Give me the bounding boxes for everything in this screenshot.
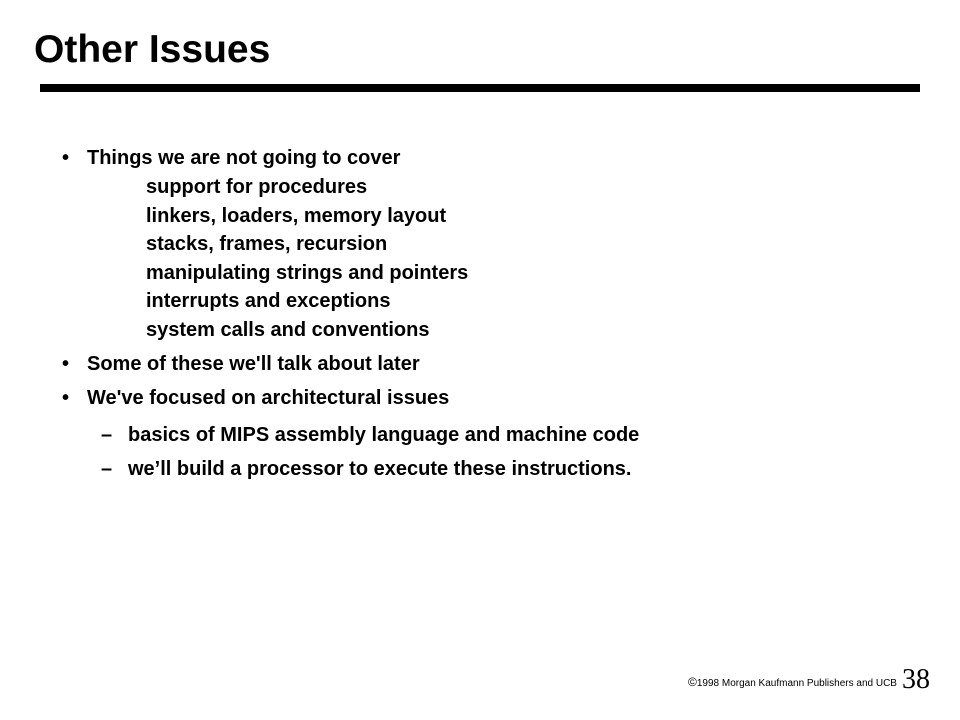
bullet-marker: • <box>62 147 70 169</box>
sub-item: support for procedures <box>146 176 368 198</box>
slide-title: Other Issues <box>34 28 271 71</box>
bullet-text: Things we are not going to cover <box>87 147 401 169</box>
bullet-marker: • <box>62 353 70 375</box>
sub-item: interrupts and exceptions <box>146 290 391 312</box>
sub-item: manipulating strings and pointers <box>146 262 469 284</box>
dash-text: we’ll build a processor to execute these instructions. <box>128 458 632 480</box>
copyright-notice <box>688 676 897 690</box>
bullet-marker: • <box>62 387 70 409</box>
bullet-text: We've focused on architectural issues <box>87 387 450 409</box>
sub-item: linkers, loaders, memory layout <box>146 205 447 227</box>
bullet-text: Some of these we'll talk about later <box>87 353 420 375</box>
copyright-icon: © <box>688 675 697 689</box>
page-number: 38 <box>902 664 930 695</box>
dash-text: basics of MIPS assembly language and machine code <box>128 424 640 446</box>
dash-marker: – <box>101 458 113 480</box>
sub-item: system calls and conventions <box>146 319 430 341</box>
sub-item: stacks, frames, recursion <box>146 233 388 255</box>
copyright-text: 1998 Morgan Kaufmann Publishers and UCB <box>696 678 897 689</box>
title-divider <box>40 84 920 92</box>
dash-marker: – <box>101 424 113 446</box>
